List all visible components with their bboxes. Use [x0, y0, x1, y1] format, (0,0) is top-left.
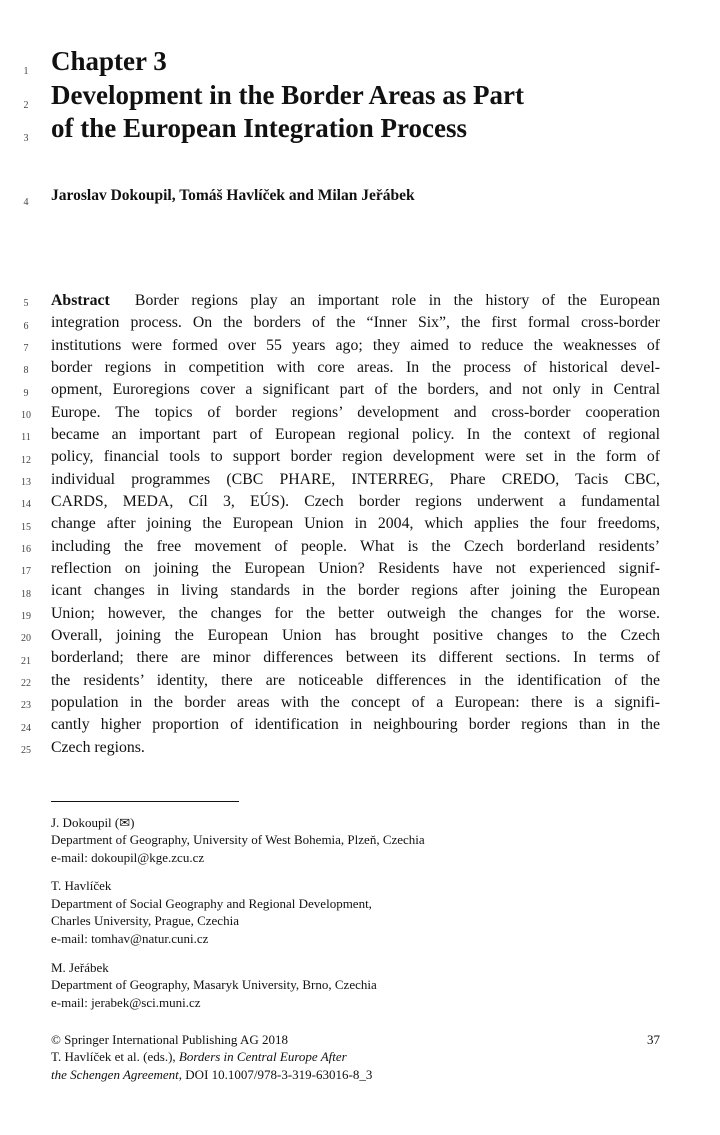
abstract-line: Czech regions.	[51, 739, 145, 756]
author-3-email: e-mail: jerabek@sci.muni.cz	[51, 995, 201, 1010]
line-number: 5	[23, 298, 29, 309]
abstract-line: became an important part of European regional policy. In the context of regional	[51, 426, 660, 443]
author-1-name: J. Dokoupil (✉)	[51, 815, 135, 830]
abstract-line: opment, Euroregions cover a significant part of the borders, and not only in Central	[51, 381, 660, 398]
line-number: 4	[23, 197, 29, 208]
line-number: 2	[23, 100, 29, 111]
abstract-label: Abstract	[51, 292, 110, 309]
footnote-divider	[51, 801, 239, 802]
abstract-line: institutions were formed over 55 years ago; they aimed to reduce the weaknesses of	[51, 337, 660, 354]
line-number: 21	[21, 656, 31, 667]
copyright-notice: © Springer International Publishing AG 2018	[51, 1032, 288, 1047]
author-2-name: T. Havlíček	[51, 878, 112, 893]
abstract-line: cantly higher proportion of identification in neighbouring border regions than in the	[51, 716, 660, 733]
author-2-institution: Charles University, Prague, Czechia	[51, 913, 239, 928]
line-number: 7	[23, 343, 29, 354]
author-1-email: e-mail: dokoupil@kge.zcu.cz	[51, 850, 205, 865]
abstract-line: CARDS, MEDA, Cíl 3, EÚS). Czech border regions underwent a fundamental	[51, 493, 660, 510]
book-title: the Schengen Agreement	[51, 1067, 179, 1082]
chapter-label: Chapter 3	[51, 46, 167, 76]
abstract-line: borderland; there are minor differences between its different sections. In terms of	[51, 649, 660, 666]
line-number: 17	[21, 566, 31, 577]
line-number: 11	[21, 432, 31, 443]
abstract-line: the residents’ identity, there are noticeable differences in the identification of the	[51, 672, 660, 689]
author-3-name: M. Jeřábek	[51, 960, 109, 975]
author-1-department: Department of Geography, University of West Bohemia, Plzeň, Czechia	[51, 832, 425, 847]
doi: , DOI 10.1007/978-3-319-63016-8_3	[178, 1067, 373, 1082]
line-number: 15	[21, 522, 31, 533]
abstract-line: individual programmes (CBC PHARE, INTERREG, Phare CREDO, Tacis CBC,	[51, 471, 660, 488]
citation-line	[51, 1067, 372, 1083]
line-number: 19	[21, 611, 31, 622]
page-number: 37	[647, 1032, 660, 1047]
author-2-department: Department of Social Geography and Regional Development,	[51, 896, 372, 911]
line-number: 22	[21, 678, 31, 689]
line-number: 18	[21, 589, 31, 600]
line-number: 13	[21, 477, 31, 488]
line-number: 16	[21, 544, 31, 555]
line-number: 25	[21, 745, 31, 756]
author-list: Jaroslav Dokoupil, Tomáš Havlíček and Milan Jeřábek	[51, 187, 415, 204]
abstract-line: including the free movement of people. What is the Czech borderland residents’	[51, 538, 660, 555]
line-number: 8	[23, 365, 29, 376]
abstract-line: population in the border areas with the concept of a European: there is a signifi-	[51, 694, 660, 711]
abstract-line	[51, 292, 660, 310]
chapter-title-line: Development in the Border Areas as Part	[51, 80, 524, 110]
abstract-line: Union; however, the changes for the better outweigh the changes for the worse.	[51, 605, 660, 622]
line-number: 14	[21, 499, 31, 510]
line-number: 20	[21, 633, 31, 644]
citation-line	[51, 1049, 347, 1065]
abstract-line: reflection on joining the European Union? Residents have not experienced signif-	[51, 560, 660, 577]
author-2-email: e-mail: tomhav@natur.cuni.cz	[51, 931, 209, 946]
abstract-line: Overall, joining the European Union has brought positive changes to the Czech	[51, 627, 660, 644]
abstract-line: Europe. The topics of border regions’ development and cross-border cooperation	[51, 404, 660, 421]
abstract-line: policy, financial tools to support border region development were set in the form of	[51, 448, 660, 465]
line-number: 6	[23, 321, 29, 332]
line-number: 24	[21, 723, 31, 734]
line-number: 1	[23, 66, 29, 77]
chapter-title-line: of the European Integration Process	[51, 113, 467, 143]
citation-editors: T. Havlíček et al. (eds.),	[51, 1049, 176, 1064]
abstract-line: icant changes in living standards in the border regions after joining the European	[51, 582, 660, 599]
author-3-department: Department of Geography, Masaryk University, Brno, Czechia	[51, 977, 377, 992]
book-title: Borders in Central Europe After	[178, 1049, 347, 1064]
line-number: 12	[21, 455, 31, 466]
line-number: 9	[23, 388, 29, 399]
abstract-first-line: Border regions play an important role in the history of the European	[134, 292, 660, 309]
abstract-line: border regions in competition with core areas. In the process of historical devel-	[51, 359, 660, 376]
line-number: 10	[21, 410, 31, 421]
line-number: 23	[21, 700, 31, 711]
line-number: 3	[23, 133, 29, 144]
abstract-line: integration process. On the borders of the “Inner Six”, the first formal cross-border	[51, 314, 660, 331]
abstract-line: change after joining the European Union in 2004, which applies the four freedoms,	[51, 515, 660, 532]
